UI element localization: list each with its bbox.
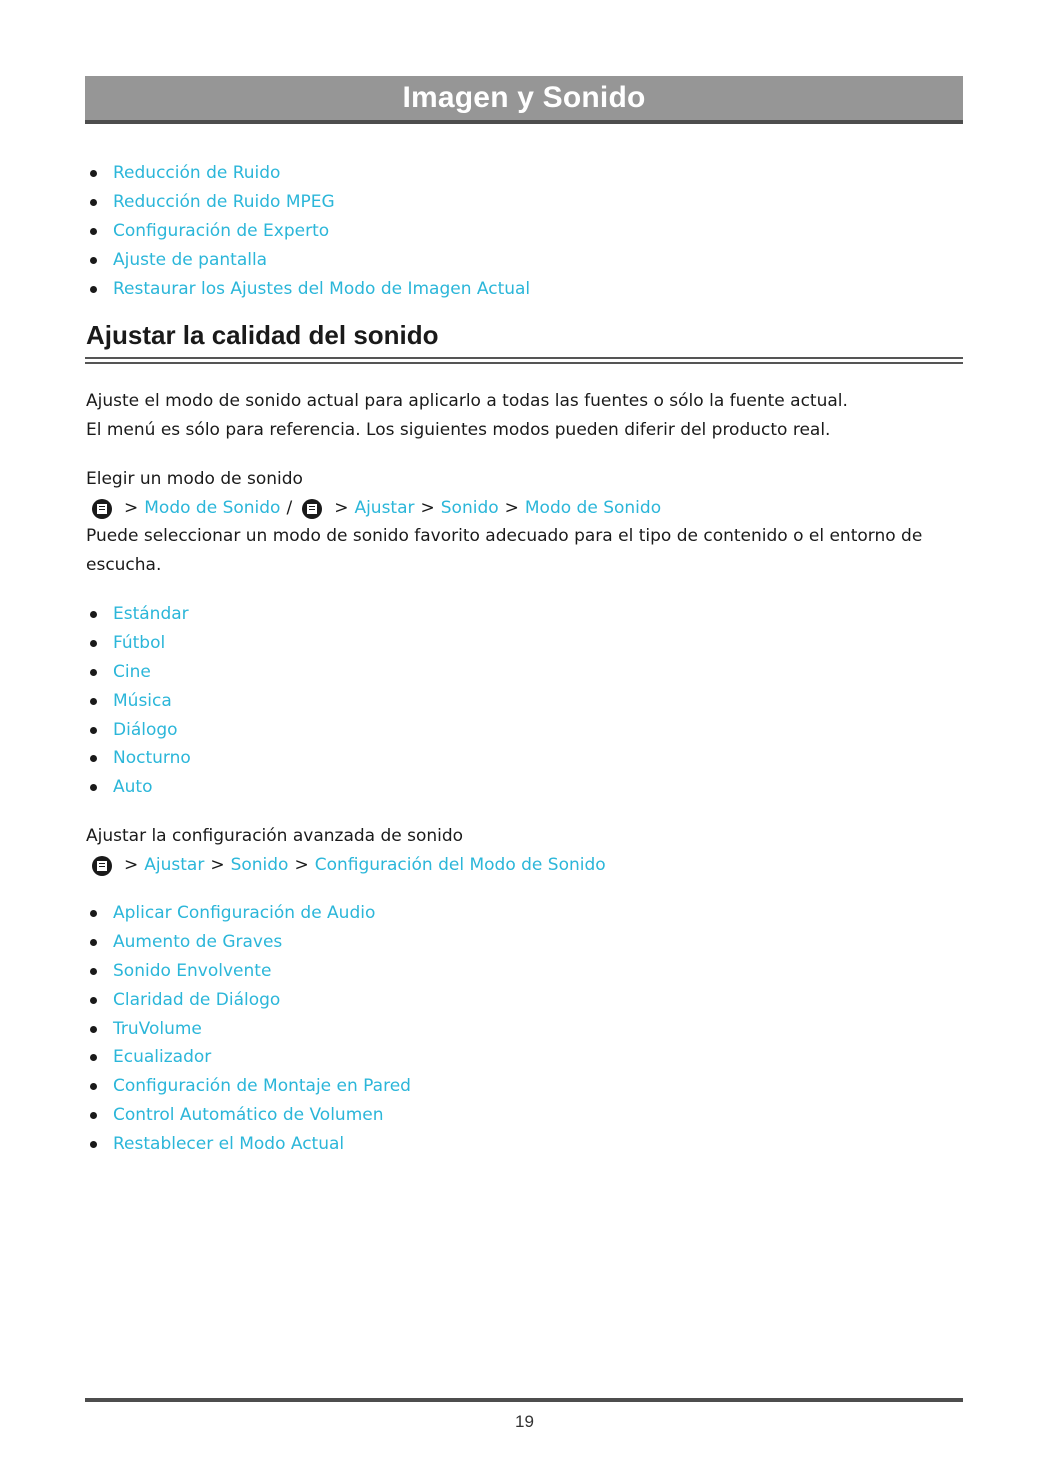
sound-mode-description: Puede seleccionar un modo de sonido favorito adecuado para el tipo de contenido o el entorno de xyxy=(86,526,923,546)
advanced-sound-menu-path: > Ajustar > Sonido > Configuración del Modo de Sonido xyxy=(90,851,606,880)
bullet-icon xyxy=(90,170,97,177)
list-item[interactable]: Restablecer el Modo Actual xyxy=(88,1130,411,1159)
chapter-header xyxy=(85,76,963,124)
heading-divider xyxy=(85,362,963,364)
sound-mode-title: Elegir un modo de sonido xyxy=(86,469,303,489)
path-link[interactable]: Sonido xyxy=(230,855,289,875)
list-item[interactable]: Claridad de Diálogo xyxy=(88,986,411,1015)
menu-icon xyxy=(302,499,322,519)
advanced-sound-list xyxy=(88,899,411,1159)
list-item[interactable]: Ajuste de pantalla xyxy=(88,246,530,275)
list-item[interactable]: Aumento de Graves xyxy=(88,928,411,957)
bullet-icon xyxy=(90,997,97,1004)
bullet-icon xyxy=(90,968,97,975)
chapter-title: Imagen y Sonido xyxy=(402,81,646,114)
list-item[interactable]: Reducción de Ruido xyxy=(88,159,530,188)
bullet-icon xyxy=(90,286,97,293)
path-link[interactable]: Ajustar xyxy=(354,498,415,518)
list-item[interactable]: Nocturno xyxy=(88,744,191,773)
bullet-icon xyxy=(90,257,97,264)
bullet-icon xyxy=(90,1112,97,1119)
list-item[interactable]: Diálogo xyxy=(88,716,191,745)
list-item[interactable]: Cine xyxy=(88,658,191,687)
bullet-icon xyxy=(90,1054,97,1061)
path-link[interactable]: Configuración del Modo de Sonido xyxy=(314,855,606,875)
list-item[interactable]: Sonido Envolvente xyxy=(88,957,411,986)
bullet-icon xyxy=(90,939,97,946)
bullet-icon xyxy=(90,611,97,618)
menu-icon xyxy=(92,856,112,876)
bullet-icon xyxy=(90,910,97,917)
sound-mode-menu-path: > Modo de Sonido / > Ajustar > Sonido > Modo de Sonido xyxy=(90,494,661,523)
advanced-sound-title: Ajustar la configuración avanzada de sonido xyxy=(86,826,464,846)
bullet-icon xyxy=(90,1141,97,1148)
list-item[interactable]: Auto xyxy=(88,773,191,802)
path-link[interactable]: Sonido xyxy=(440,498,499,518)
menu-icon xyxy=(92,499,112,519)
list-item[interactable]: Fútbol xyxy=(88,629,191,658)
list-item[interactable]: Restaurar los Ajustes del Modo de Imagen Actual xyxy=(88,275,530,304)
list-item[interactable]: Aplicar Configuración de Audio xyxy=(88,899,411,928)
path-link[interactable]: Ajustar xyxy=(144,855,205,875)
heading-divider xyxy=(85,357,963,359)
bullet-icon xyxy=(90,640,97,647)
list-item[interactable]: Control Automático de Volumen xyxy=(88,1101,411,1130)
sound-mode-description: escucha. xyxy=(86,555,162,575)
list-item[interactable]: Música xyxy=(88,687,191,716)
bullet-icon xyxy=(90,784,97,791)
bullet-icon xyxy=(90,199,97,206)
bullet-icon xyxy=(90,1083,97,1090)
list-item[interactable]: Configuración de Montaje en Pared xyxy=(88,1072,411,1101)
footer-divider xyxy=(85,1398,963,1402)
sound-mode-list xyxy=(88,600,191,802)
section-heading: Ajustar la calidad del sonido xyxy=(86,320,439,350)
list-item[interactable]: Estándar xyxy=(88,600,191,629)
bullet-icon xyxy=(90,669,97,676)
path-link[interactable]: Modo de Sonido xyxy=(524,498,662,518)
intro-text: El menú es sólo para referencia. Los siguientes modos pueden diferir del producto real. xyxy=(86,420,831,440)
list-item[interactable]: Ecualizador xyxy=(88,1043,411,1072)
bullet-icon xyxy=(90,698,97,705)
page-number: 19 xyxy=(515,1412,534,1431)
bullet-icon xyxy=(90,1026,97,1033)
path-link[interactable]: Modo de Sonido xyxy=(144,498,281,518)
bullet-icon xyxy=(90,755,97,762)
bullet-icon xyxy=(90,727,97,734)
intro-text: Ajuste el modo de sonido actual para aplicarlo a todas las fuentes o sólo la fuente actual. xyxy=(86,391,848,411)
list-item[interactable]: Configuración de Experto xyxy=(88,217,530,246)
bullet-icon xyxy=(90,228,97,235)
picture-settings-list xyxy=(88,159,530,303)
list-item[interactable]: TruVolume xyxy=(88,1015,411,1044)
list-item[interactable]: Reducción de Ruido MPEG xyxy=(88,188,530,217)
